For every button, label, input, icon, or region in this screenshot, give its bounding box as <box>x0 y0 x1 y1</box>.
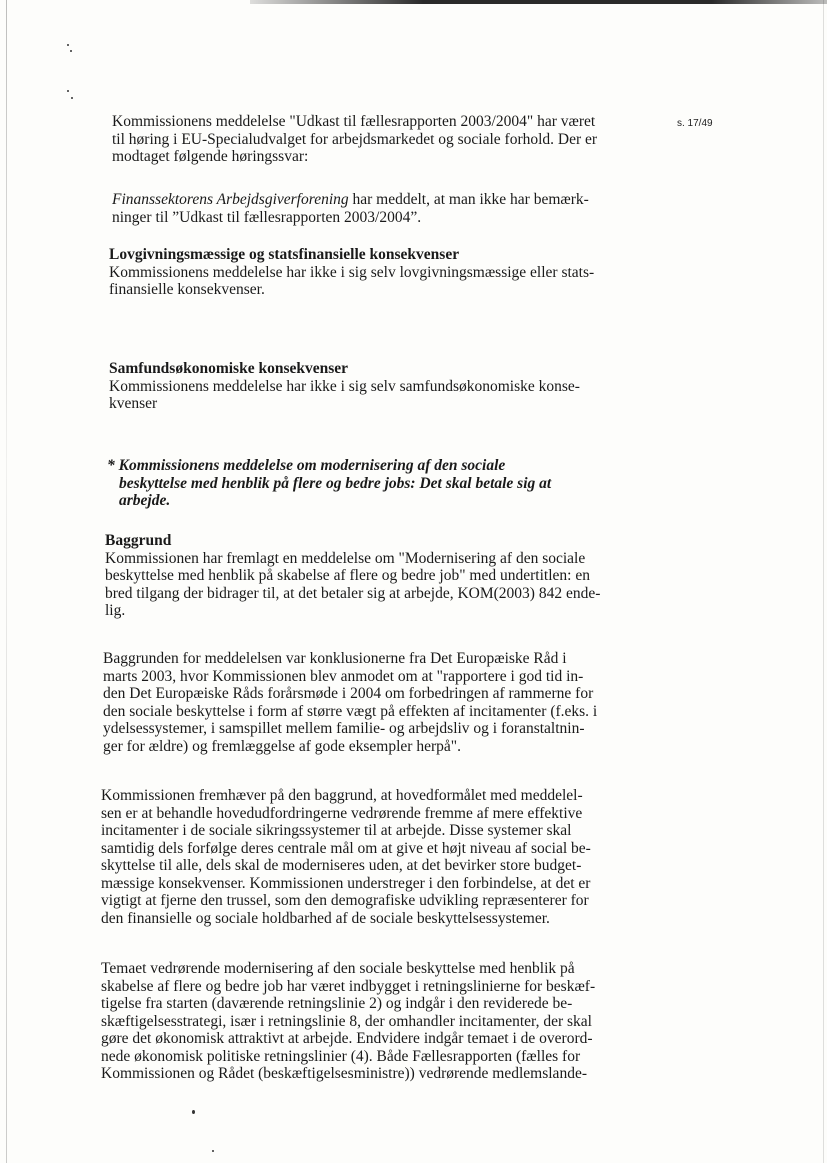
text-line: Kommissionen har fremlagt en meddelelse om "Modernisering af den sociale <box>105 549 586 567</box>
text-line: Kommissionens meddelelse har ikke i sig selv samfundsøkonomiske konse- <box>109 377 580 395</box>
text-line: Temaet vedrørende modernisering af den sociale beskyttelse med henblik på <box>101 960 575 977</box>
page-number: s. 17/49 <box>677 118 713 129</box>
text-line: ger for ældre) og fremlæggelse af gode eksempler herpå". <box>103 737 461 755</box>
text-line: modtaget følgende høringssvar: <box>112 148 309 165</box>
response-text: har meddelt, at man ikke har bemærk- <box>348 191 589 208</box>
text-line: skyttelse til alle, dels skal de moderniseres uden, at det bevirker store budget- <box>101 857 582 874</box>
text-line: ydelsessystemer, i samspillet mellem familie- og arbejdsliv og i foranstaltnin- <box>103 720 585 737</box>
scan-speck <box>70 50 72 52</box>
text-line: nede økonomisk politiske retningslinier (4). Både Fællesrapporten (fælles for <box>101 1047 581 1065</box>
text-line: * Kommissionens meddelelse om modernisering af den sociale <box>107 457 506 474</box>
text-line: skæftigelsesstrategi, især i retningslinie 8, der omhandler incitamenter, der skal <box>101 1012 592 1030</box>
section-socioeconomic-consequences <box>109 360 625 413</box>
scan-speck <box>71 97 73 99</box>
section-heading: Samfundsøkonomiske konsekvenser <box>109 360 349 377</box>
text-line: gøre det økonomisk attraktivt at arbejde. Endvidere indgår temaet i de overord- <box>101 1030 593 1047</box>
section-heading: Lovgivningsmæssige og statsfinansielle konsekvenser <box>109 246 460 263</box>
organization-name: Finanssektorens Arbejdsgiverforening <box>112 191 349 208</box>
scan-artifact-top-bar <box>250 0 827 4</box>
text-line: Kommissionens meddelelse har ikke i sig selv lovgivningsmæssige eller stats- <box>109 263 595 281</box>
background-paragraph-4 <box>101 960 623 1083</box>
scan-artifact-left-edge <box>6 0 7 1163</box>
text-line: Kommissionen og Rådet (beskæftigelsesministre)) vedrørende medlemslande- <box>101 1065 587 1082</box>
text-line: den Det Europæiske Råds forårsmøde i 2004 om forbedringen af rammerne for <box>103 685 594 702</box>
background-paragraph-3 <box>101 787 623 927</box>
text-line: vigtigt at fjerne den trussel, som den demografiske udvikling repræsenterer for <box>101 892 589 909</box>
text-line: til høring i EU-Specialudvalget for arbejdsmarkedet og sociale forhold. Der er <box>112 130 598 148</box>
intro-paragraph <box>112 113 624 166</box>
text-line <box>112 191 624 209</box>
text-line: mæssige konsekvenser. Kommissionen understreger i den forbindelse, at det er <box>101 874 591 892</box>
text-line: incitamenter i de sociale sikringssystemer til at arbejde. Disse systemer skal <box>101 822 572 839</box>
text-line: bred tilgang der bidrager til, at det betaler sig at arbejde, KOM(2003) 842 ende- <box>105 584 601 602</box>
text-line: arbejde. <box>119 492 171 509</box>
scan-speck <box>67 44 69 46</box>
text-line: samtidig dels forfølge deres centrale mål om at give et højt niveau af social be- <box>101 839 591 857</box>
scan-speck <box>212 1150 214 1152</box>
text-line: Kommissionens meddelelse "Udkast til fællesrapporten 2003/2004" har været <box>112 113 596 130</box>
section-legal-consequences <box>109 246 625 299</box>
text-line: den finansielle og sociale holdbarhed af de sociale beskyttelsessystemer. <box>101 909 550 927</box>
scan-artifact-right-edge <box>823 0 824 1163</box>
scan-speck <box>192 1110 195 1114</box>
text-line: lig. <box>105 602 126 619</box>
hearing-response <box>112 191 624 226</box>
text-line: beskyttelse med henblik på flere og bedre jobs: Det skal betale sig at <box>119 474 552 492</box>
background-section <box>105 532 623 620</box>
text-line: Baggrunden for meddelelsen var konklusionerne fra Det Europæiske Råd i <box>103 650 567 667</box>
section-heading: Baggrund <box>105 532 172 549</box>
text-line: marts 2003, hvor Kommissionen blev anmodet om at "rapportere i god tid in- <box>103 667 584 685</box>
text-line: sen er at behandle hovedudfordringerne vedrørende fremme af mere effektive <box>101 804 583 822</box>
text-line: beskyttelse med henblik på skabelse af flere og bedre job" med undertitlen: en <box>105 567 590 584</box>
text-line: ninger til ”Udkast til fællesrapporten 2003/2004”. <box>112 208 422 226</box>
text-line: Kommissionen fremhæver på den baggrund, at hovedformålet med meddelel- <box>101 787 583 804</box>
text-line: finansielle konsekvenser. <box>109 281 265 298</box>
text-line: tigelse fra starten (daværende retningslinie 2) og indgår i den reviderede be- <box>101 995 573 1012</box>
background-paragraph-2 <box>103 650 623 755</box>
text-line: den sociale beskyttelse i form af større vægt på effekten af incitamenter (f.eks. i <box>103 702 598 720</box>
scan-speck <box>67 90 69 92</box>
agenda-item-title <box>107 457 587 510</box>
text-line: skabelse af flere og bedre job har været indbygget i retningslinierne for beskæf- <box>101 977 596 995</box>
text-line: kvenser <box>109 395 158 412</box>
